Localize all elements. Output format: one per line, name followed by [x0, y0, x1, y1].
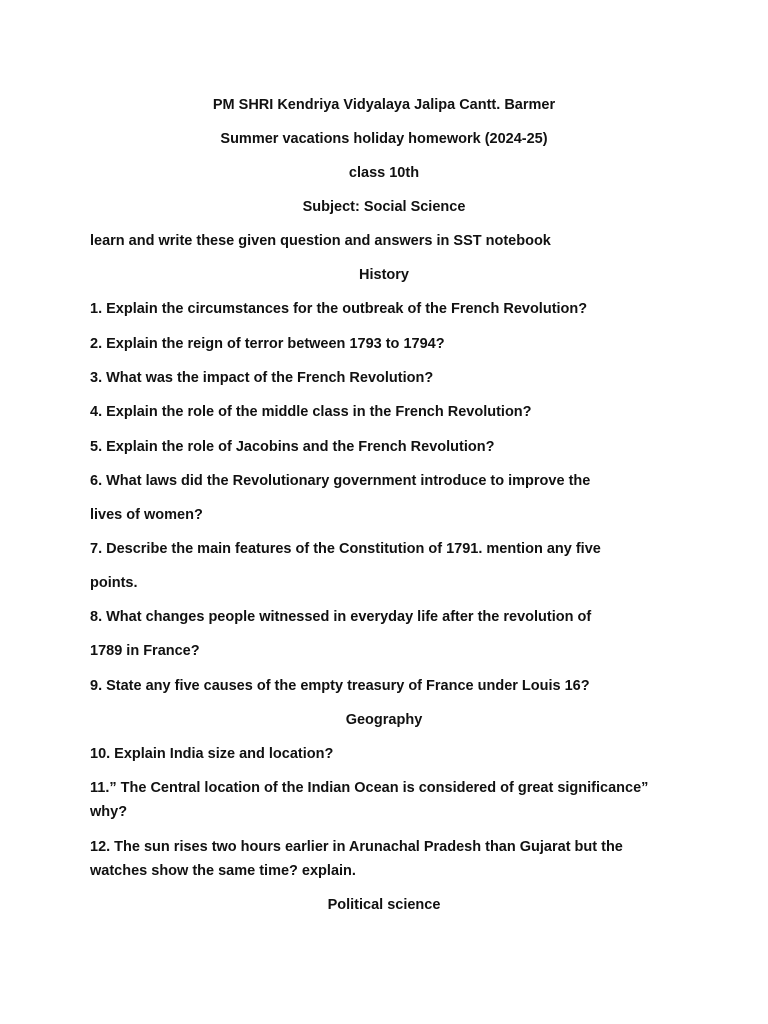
question-6-line-1: 6. What laws did the Revolutionary government introduce to improve the [90, 473, 591, 489]
question-9: 9. State any five causes of the empty treasury of France under Louis 16? [90, 678, 590, 694]
question-10: 10. Explain India size and location? [90, 746, 334, 762]
section-heading-geography: Geography [345, 712, 423, 728]
instruction-text: learn and write these given question and answers in SST notebook [90, 233, 551, 249]
question-11-line-2: why? [90, 804, 128, 820]
question-1: 1. Explain the circumstances for the outbreak of the French Revolution? [90, 301, 588, 317]
question-7-line-2: points. [90, 575, 138, 591]
school-name: PM SHRI Kendriya Vidyalaya Jalipa Cantt. Barmer [212, 97, 556, 113]
question-8-line-1: 8. What changes people witnessed in everyday life after the revolution of [90, 609, 592, 625]
class-label: class 10th [348, 165, 420, 181]
question-6-line-2: lives of women? [90, 507, 203, 523]
question-7-line-1: 7. Describe the main features of the Constitution of 1791. mention any five [90, 541, 601, 557]
question-5: 5. Explain the role of Jacobins and the French Revolution? [90, 439, 495, 455]
section-heading-political-science: Political science [327, 897, 441, 913]
question-4: 4. Explain the role of the middle class in the French Revolution? [90, 404, 532, 420]
question-8-line-2: 1789 in France? [90, 643, 200, 659]
question-2: 2. Explain the reign of terror between 1793 to 1794? [90, 336, 445, 352]
subject-label: Subject: Social Science [302, 199, 466, 215]
question-11-line-1: 11.” The Central location of the Indian Ocean is considered of great significance” [90, 780, 649, 796]
question-3: 3. What was the impact of the French Revolution? [90, 370, 434, 386]
homework-title: Summer vacations holiday homework (2024-25) [220, 131, 548, 147]
question-12-line-2: watches show the same time? explain. [90, 863, 356, 879]
question-12-line-1: 12. The sun rises two hours earlier in Arunachal Pradesh than Gujarat but the [90, 839, 623, 855]
section-heading-history: History [359, 267, 409, 283]
